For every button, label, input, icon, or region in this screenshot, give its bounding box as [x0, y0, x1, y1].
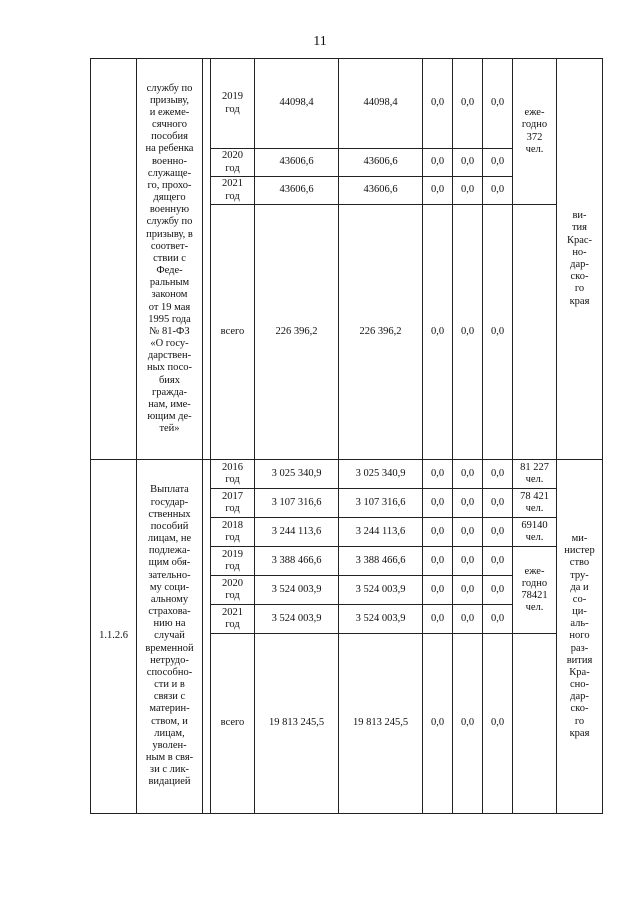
federal-budget-cell: 0,0 — [423, 59, 453, 149]
federal-budget-cell: 0,0 — [423, 634, 453, 814]
total-cell: 43606,6 — [255, 149, 339, 177]
page-number: 11 — [313, 34, 327, 49]
local-budget-cell: 0,0 — [453, 576, 483, 605]
regional-budget-cell: 19 813 245,5 — [339, 634, 423, 814]
indicator-cell: 69140 чел. — [513, 518, 557, 547]
regional-budget-cell: 3 244 113,6 — [339, 518, 423, 547]
local-budget-cell: 0,0 — [453, 177, 483, 205]
local-budget-cell: 0,0 — [453, 634, 483, 814]
period-cell: всего — [211, 205, 255, 460]
extrabudgetary-cell: 0,0 — [483, 460, 513, 489]
total-cell: 226 396,2 — [255, 205, 339, 460]
extrabudgetary-cell: 0,0 — [483, 59, 513, 149]
measure-description: службу по призыву, и ежеме- сячного пособия на ребенка военно- служаще- го, прохо- дящего военную службу по призыву, в соответ- ствии с Феде- ральным законом от 19 мая 1995 года № 81-ФЗ «О госу- дарствен- ных посо- биях гражда- нам, име- ющим де- тей» — [137, 59, 203, 460]
period-cell: 2021 год — [211, 177, 255, 205]
regional-budget-cell: 44098,4 — [339, 59, 423, 149]
total-cell: 3 388 466,6 — [255, 547, 339, 576]
regional-budget-cell: 226 396,2 — [339, 205, 423, 460]
total-cell: 43606,6 — [255, 177, 339, 205]
extrabudgetary-cell: 0,0 — [483, 576, 513, 605]
federal-budget-cell: 0,0 — [423, 547, 453, 576]
federal-budget-cell: 0,0 — [423, 460, 453, 489]
period-cell: 2020 год — [211, 576, 255, 605]
executor-cell: ви- тия Крас- но- дар- ско- го края — [557, 59, 603, 460]
regional-budget-cell: 43606,6 — [339, 149, 423, 177]
extrabudgetary-cell: 0,0 — [483, 489, 513, 518]
regional-budget-cell: 3 524 003,9 — [339, 605, 423, 634]
measure-description: Выплата государ- ственных пособий лицам, не подлежа- щим обя- зательно- му соци- альному страхова- нию на случай временной нетрудо- способно- сти и в связи с материн- ством, и лицам, уволен- ным в свя- зи с лик- видацией — [137, 460, 203, 814]
total-cell: 3 524 003,9 — [255, 605, 339, 634]
local-budget-cell: 0,0 — [453, 59, 483, 149]
period-cell: 2019 год — [211, 59, 255, 149]
table-row — [91, 460, 603, 489]
executor-cell: ми- нистер ство тру- да и со- ци- аль- ного раз- вития Кра- сно- дар- ско- го края — [557, 460, 603, 814]
federal-budget-cell: 0,0 — [423, 205, 453, 460]
period-cell: 2019 год — [211, 547, 255, 576]
table-row — [91, 59, 603, 149]
regional-budget-cell: 3 107 316,6 — [339, 489, 423, 518]
extrabudgetary-cell: 0,0 — [483, 205, 513, 460]
budget-table — [90, 58, 603, 814]
column-divider — [203, 460, 211, 814]
period-cell: всего — [211, 634, 255, 814]
total-cell: 19 813 245,5 — [255, 634, 339, 814]
measure-code: 1.1.2.6 — [91, 460, 137, 814]
extrabudgetary-cell: 0,0 — [483, 149, 513, 177]
federal-budget-cell: 0,0 — [423, 605, 453, 634]
total-cell: 3 244 113,6 — [255, 518, 339, 547]
extrabudgetary-cell: 0,0 — [483, 547, 513, 576]
local-budget-cell: 0,0 — [453, 489, 483, 518]
period-cell: 2021 год — [211, 605, 255, 634]
federal-budget-cell: 0,0 — [423, 149, 453, 177]
extrabudgetary-cell: 0,0 — [483, 605, 513, 634]
regional-budget-cell: 3 025 340,9 — [339, 460, 423, 489]
indicator-cell: еже- годно 372 чел. — [513, 59, 557, 205]
period-cell: 2020 год — [211, 149, 255, 177]
extrabudgetary-cell: 0,0 — [483, 177, 513, 205]
measure-code — [91, 59, 137, 460]
local-budget-cell: 0,0 — [453, 460, 483, 489]
extrabudgetary-cell: 0,0 — [483, 634, 513, 814]
period-cell: 2018 год — [211, 518, 255, 547]
local-budget-cell: 0,0 — [453, 547, 483, 576]
column-divider — [203, 59, 211, 460]
local-budget-cell: 0,0 — [453, 149, 483, 177]
indicator-cell: еже- годно 78421 чел. — [513, 547, 557, 634]
total-cell: 3 524 003,9 — [255, 576, 339, 605]
regional-budget-cell: 3 388 466,6 — [339, 547, 423, 576]
indicator-cell: 78 421 чел. — [513, 489, 557, 518]
local-budget-cell: 0,0 — [453, 205, 483, 460]
federal-budget-cell: 0,0 — [423, 518, 453, 547]
total-cell: 3 107 316,6 — [255, 489, 339, 518]
local-budget-cell: 0,0 — [453, 605, 483, 634]
total-cell: 44098,4 — [255, 59, 339, 149]
regional-budget-cell: 3 524 003,9 — [339, 576, 423, 605]
indicator-cell: 81 227 чел. — [513, 460, 557, 489]
extrabudgetary-cell: 0,0 — [483, 518, 513, 547]
period-cell: 2017 год — [211, 489, 255, 518]
regional-budget-cell: 43606,6 — [339, 177, 423, 205]
total-cell: 3 025 340,9 — [255, 460, 339, 489]
local-budget-cell: 0,0 — [453, 518, 483, 547]
indicator-cell — [513, 205, 557, 460]
federal-budget-cell: 0,0 — [423, 489, 453, 518]
indicator-cell — [513, 634, 557, 814]
period-cell: 2016 год — [211, 460, 255, 489]
federal-budget-cell: 0,0 — [423, 177, 453, 205]
federal-budget-cell: 0,0 — [423, 576, 453, 605]
